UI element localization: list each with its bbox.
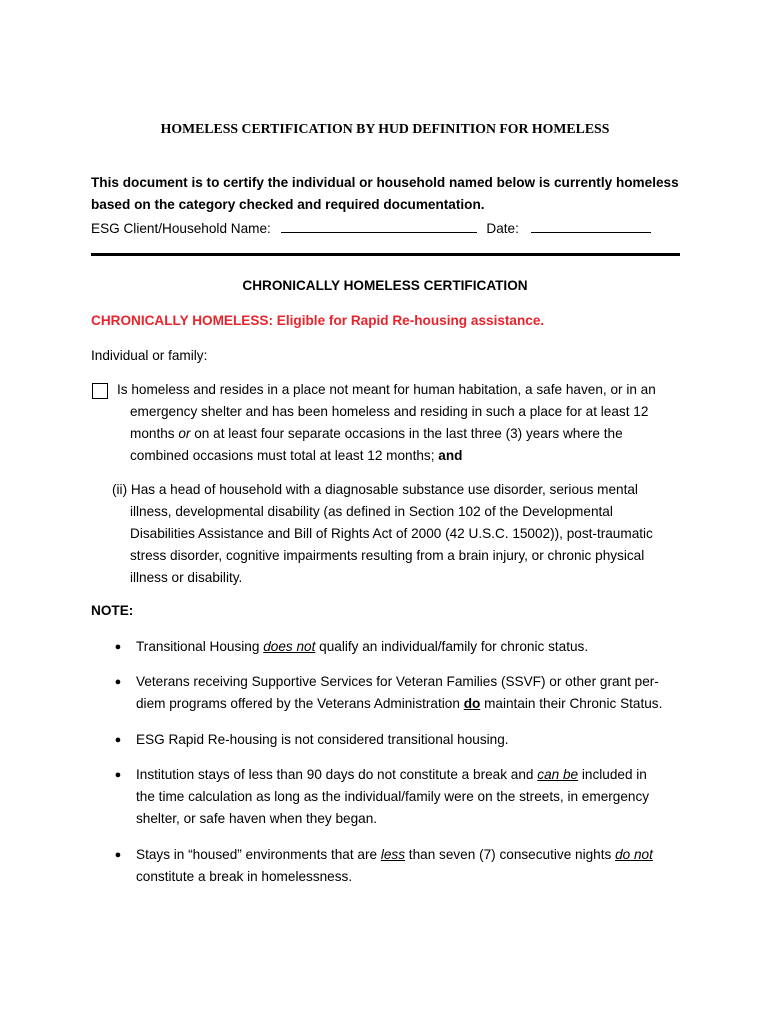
criterion-2 [112, 479, 672, 589]
criterion-1-line-3 [117, 423, 677, 445]
bullet-2-line-1: Veterans receiving Supportive Services for Veteran Families (SSVF) or other grant per- [136, 674, 659, 689]
client-info-line [91, 218, 681, 240]
client-name-field[interactable] [281, 218, 477, 233]
section-title: CHRONICALLY HOMELESS CERTIFICATION [242, 278, 528, 293]
document-title: HOMELESS CERTIFICATION BY HUD DEFINITION FOR HOMELESS [160, 121, 610, 136]
bullet-2-text-a: diem programs offered by the Veterans Administration [136, 696, 464, 711]
eligibility-statement: CHRONICALLY HOMELESS: Eligible for Rapid Re-housing assistance. [91, 313, 545, 328]
date-field[interactable] [531, 218, 651, 233]
bullet-4-emphasis: can be [537, 767, 579, 782]
bullet-1-text-a: Transitional Housing [136, 639, 264, 654]
bullet-1-marker: ● [114, 641, 122, 653]
criterion-2-line-5: illness or disability. [130, 570, 243, 585]
note-bullet-2 [136, 671, 681, 715]
bullet-2-text-b: maintain their Chronic Status. [480, 696, 663, 711]
bullet-1-text-b: qualify an individual/family for chronic status. [315, 639, 589, 654]
bullet-5-text-b: than seven (7) consecutive nights [405, 847, 616, 862]
note-bullet-1 [136, 636, 681, 658]
criterion-2-line-3: Disabilities Assistance and Bill of Rights Act of 2000 (42 U.S.C. 15002)), post-traumatic [130, 526, 653, 541]
chronically-homeless-checkbox[interactable] [92, 383, 108, 399]
intro-statement [91, 172, 681, 216]
criterion-1 [117, 379, 677, 467]
criterion-2-line-2: illness, developmental disability (as defined in Section 102 of the Developmental [130, 504, 613, 519]
bullet-2-marker: ● [114, 676, 122, 688]
criterion-2-line-4: stress disorder, cognitive impairments resulting from a brain injury, or chronic physical [130, 548, 645, 563]
bullet-3-line-1: ESG Rapid Re-housing is not considered transitional housing. [136, 732, 509, 747]
note-bullet-3 [136, 729, 681, 751]
individual-family-label: Individual or family: [91, 348, 208, 363]
bullet-5-text-a: Stays in “housed” environments that are [136, 847, 381, 862]
intro-line-1: This document is to certify the individual or household named below is currently homeless [91, 175, 679, 190]
bullet-2-emphasis: do [463, 696, 481, 711]
criterion-1-or: or [178, 426, 191, 441]
criterion-1-combined: combined occasions must total at least 12 months; [130, 448, 435, 463]
note-label: NOTE: [91, 603, 134, 618]
criterion-1-occasions: on at least four separate occasions in the last three (3) years where the [194, 426, 623, 441]
bullet-3-marker: ● [114, 734, 122, 746]
criterion-1-line-4 [117, 445, 677, 467]
client-name-label: ESG Client/Household Name: [91, 221, 271, 236]
bullet-4-text-a: Institution stays of less than 90 days do not constitute a break and [136, 767, 538, 782]
note-bullet-4 [136, 764, 681, 830]
criterion-1-line-1: Is homeless and resides in a place not meant for human habitation, a safe haven, or in an [117, 382, 656, 397]
date-label: Date: [486, 221, 519, 236]
bullet-5-emphasis-1: less [380, 847, 406, 862]
criterion-1-and: and [438, 448, 463, 463]
note-bullet-5 [136, 844, 681, 888]
criterion-2-line-1: (ii) Has a head of household with a diagnosable substance use disorder, serious mental [112, 482, 638, 497]
criterion-1-months: months [130, 426, 175, 441]
bullet-4-marker: ● [114, 769, 122, 781]
bullet-4-line-3: shelter, or safe haven when they began. [136, 811, 378, 826]
bullet-4-line-2: the time calculation as long as the individual/family were on the streets, in emergency [136, 789, 650, 804]
intro-line-2: based on the category checked and required documentation. [91, 197, 485, 212]
criterion-1-line-2: emergency shelter and has been homeless and residing in such a place for at least 12 [130, 404, 649, 419]
section-divider [91, 253, 680, 256]
bullet-1-emphasis: does not [263, 639, 316, 654]
bullet-4-text-b: included in [578, 767, 647, 782]
bullet-5-line-2: constitute a break in homelessness. [136, 869, 353, 884]
bullet-5-marker: ● [114, 849, 122, 861]
bullet-5-emphasis-2: do not [615, 847, 653, 862]
